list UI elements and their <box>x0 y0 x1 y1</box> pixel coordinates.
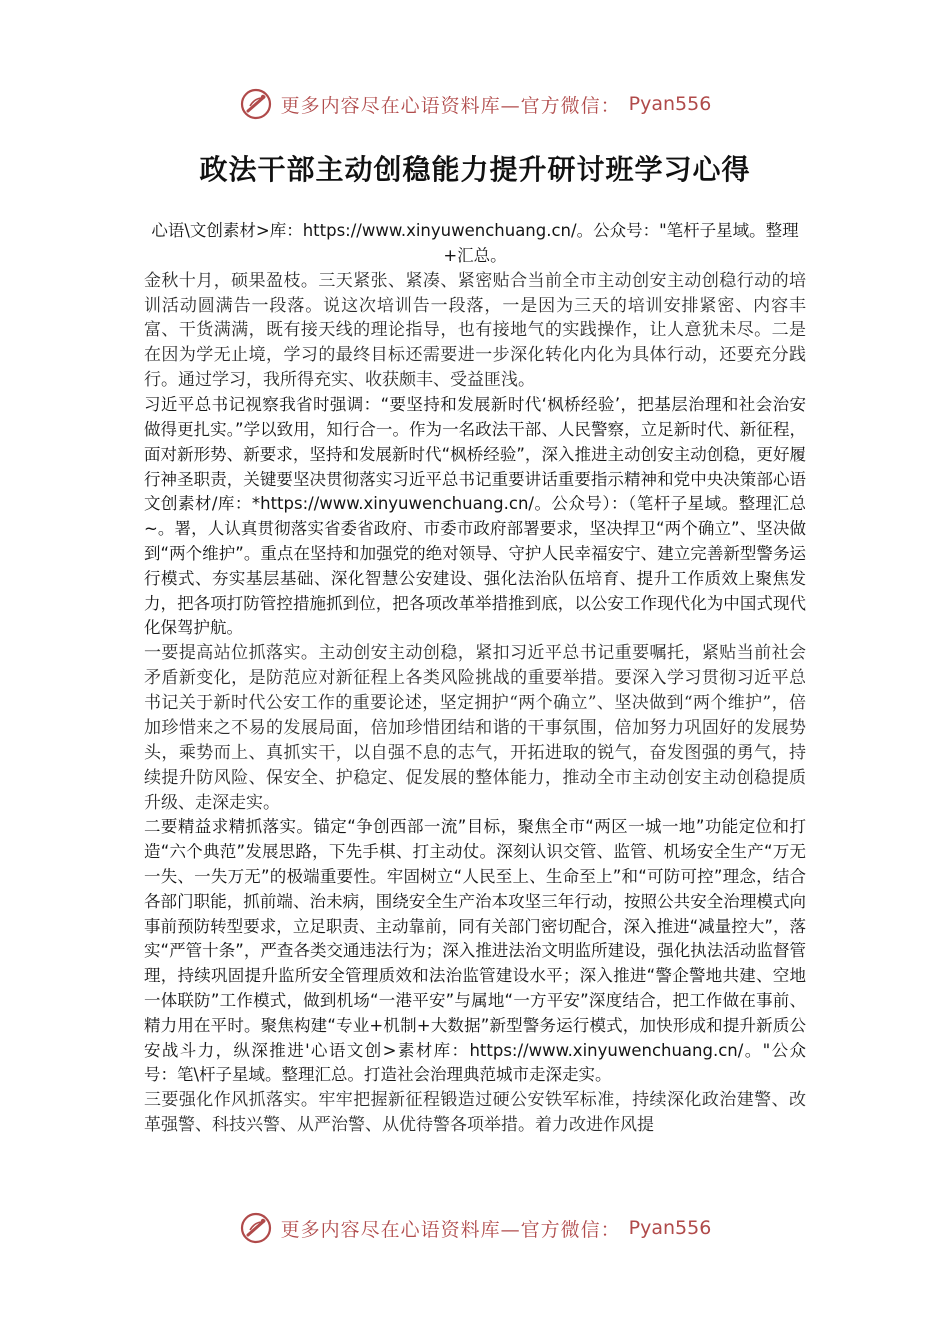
header-banner <box>0 82 950 126</box>
footer-banner <box>0 1206 950 1250</box>
brand-logo-icon <box>239 87 273 121</box>
paragraph-point-one: 一要提高站位抓落实。主动创安主动创稳，紧扣习近平总书记重要嘱托，紧贴当前社会矛盾新变化，是防范应对新征程上各类风险挑战的重要举措。要深入学习贯彻习近平总书记关于新时代公安工作的重要论述，坚定拥护“两个确立”、坚决做到“两个维护”，倍加珍惜来之不易的发展局面，倍加珍惜团结和谐的干事氛围，倍加努力巩固好的发展势头，乘势而上、真抓实干，以自强不息的志气，开拓进取的锐气，奋发图强的勇气，持续提升防风险、保安全、护稳定、促发展的整体能力，推动全市主动创安主动创稳提质升级、走深走实。 <box>144 643 806 813</box>
paragraph-intro: 金秋十月，硕果盈枝。三天紧张、紧凑、紧密贴合当前全市主动创安主动创稳行动的培训活动圆满告一段落。说这次培训告一段落，一是因为三天的培训安排紧密、内容丰富、干货满满，既有接天线的理论指导，也有接地气的实践操作，让人意犹未尽。二是在因为学无止境，学习的最终目标还需要进一步深化转化内化为具体行动，还要充分践行。通过学习，我所得充实、收获颇丰、受益匪浅。 <box>144 270 806 391</box>
banner-text: 更多内容尽在心语资料库—官方微信： <box>280 1218 621 1241</box>
source-note: 心语\文创素材>库：https://www.xinyuwenchuang.cn/。公众号："笔杆子星域。整理+汇总。 <box>151 221 799 265</box>
document-title: 政法干部主动创稳能力提升研讨班学习心得 <box>199 153 751 186</box>
paragraph-point-three: 三要强化作风抓落实。牢牢把握新征程锻造过硬公安铁军标准，持续深化政治建警、改革强警、科技兴警、从严治警、从优待警各项举措。着力改进作风提 <box>144 1090 806 1136</box>
paragraph-speech: 习近平总书记视察我省时强调：“要坚持和发展新时代‘枫桥经验’，把基层治理和社会治安做得更扎实。”学以致用，知行合一。作为一名政法干部、人民警察，立足新时代、新征程，面对新形势、新要求，坚持和发展新时代“枫桥经验”，深入推进主动创安主动创稳，更好履行神圣职责，关键要坚决贯彻落实习近平总书记重要讲话重要指示精神和党中央决策部心语文创素材/库：*https://www.xinyuwenchuang.cn/。公众号）：（笔杆子星域。整理汇总~。署，人认真贯彻落实省委省政府、市委市政府部署要求，坚决捍卫“两个确立”、坚决做到“两个维护”。重点在坚持和加强党的绝对领导、守护人民幸福安宁、建立完善新型警务运行模式、夯实基层基础、深化智慧公安建设、强化法治队伍培育、提升工作质效上聚焦发力，把各项打防管控措施抓到位，把各项改革举措推到底，以公安工作现代化为中国式现代化保驾护航。 <box>144 395 806 638</box>
banner-text: 更多内容尽在心语资料库—官方微信： <box>280 94 621 117</box>
banner-wechat-id: Pyan556 <box>628 1217 712 1239</box>
document-body <box>144 219 806 1138</box>
banner-wechat-id: Pyan556 <box>628 93 712 115</box>
paragraph-point-two: 二要精益求精抓落实。锚定“争创西部一流”目标，聚焦全市“两区一城一地”功能定位和打造“六个典范”发展思路，下先手棋、打主动仗。深刻认识交管、监管、机场安全生产“万无一失、一失万无”的极端重要性。牢固树立“人民至上、生命至上”和“可防可控”理念，结合各部门职能，抓前端、治未病，围绕安全生产治本攻坚三年行动，按照公共安全治理模式向事前预防转型要求，立足职责、主动靠前，同有关部门密切配合，深入推进“减量控大”，落实“严管十条”，严查各类交通违法行为；深入推进法治文明监所建设，强化执法活动监督管理，持续巩固提升监所安全管理质效和法治监管建设水平；深入推进“警企警地共建、空地一体联防”工作模式，做到机场“一港平安”与属地“一方平安”深度结合，把工作做在事前、精力用在平时。聚焦构建“专业+机制+大数据”新型警务运行模式，加快形成和提升新质公安战斗力，纵深推进'心语文创>素材库：https://www.xinyuwenchuang.cn/。"公众号：笔\杆子星域。整理汇总。打造社会治理典范城市走深走实。 <box>144 817 806 1085</box>
brand-logo-icon <box>239 1211 273 1245</box>
